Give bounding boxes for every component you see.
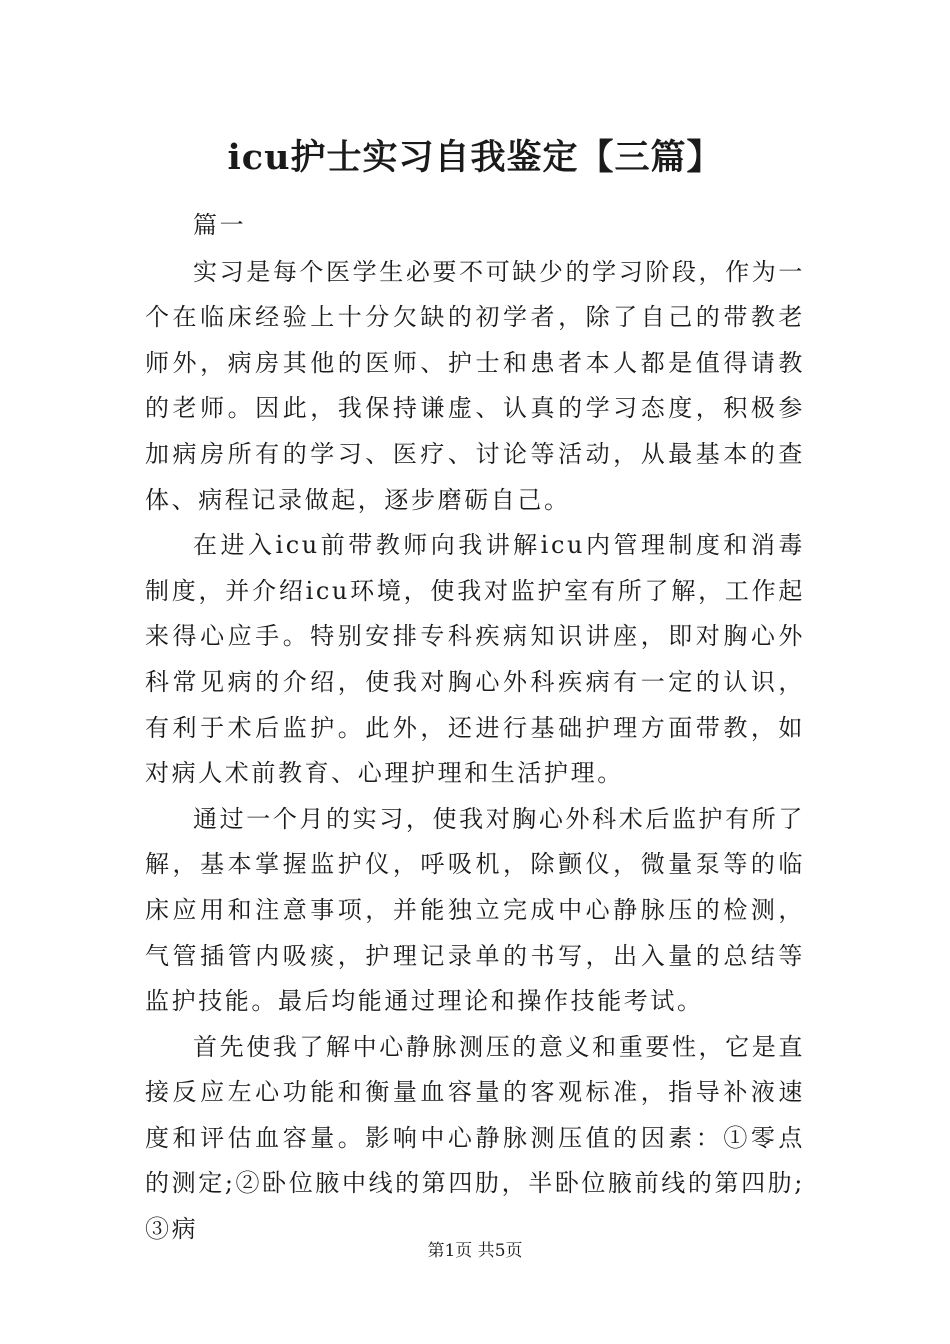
paragraph: 在进入icu前带教师向我讲解icu内管理制度和消毒制度，并介绍icu环境，使我对监护室有所了解，工作起来得心应手。特别安排专科疾病知识讲座，即对胸心外科常见病的介绍，使我对胸心外科疾病有一定的认识，有利于术后监护。此外，还进行基础护理方面带教，如对病人术前教育、心理护理和生活护理。 (145, 531, 805, 788)
section-heading: 篇一 (193, 211, 247, 239)
paragraph: 实习是每个医学生必要不可缺少的学习阶段，作为一个在临床经验上十分欠缺的初学者，除了自己的带教老师外，病房其他的医师、护士和患者本人都是值得请教的老师。因此，我保持谦虚、认真的学习态度，积极参加病房所有的学习、医疗、讨论等活动，从最基本的查体、病程记录做起，逐步磨砺自己。 (145, 257, 805, 514)
document-body (145, 203, 805, 1253)
page-footer: 第1页 共5页 (427, 1241, 523, 1261)
document-title: icu护士实习自我鉴定【三篇】 (227, 137, 723, 178)
paragraph: 首先使我了解中心静脉测压的意义和重要性，它是直接反应左心功能和衡量血容量的客观标准，指导补液速度和评估血容量。影响中心静脉测压值的因素：①零点的测定;②卧位腋中线的第四肋，半卧位腋前线的第四肋;③病 (145, 1032, 805, 1244)
paragraph: 通过一个月的实习，使我对胸心外科术后监护有所了解，基本掌握监护仪，呼吸机，除颤仪，微量泵等的临床应用和注意事项，并能独立完成中心静脉压的检测，气管插管内吸痰，护理记录单的书写，出入量的总结等监护技能。最后均能通过理论和操作技能考试。 (145, 804, 805, 1016)
